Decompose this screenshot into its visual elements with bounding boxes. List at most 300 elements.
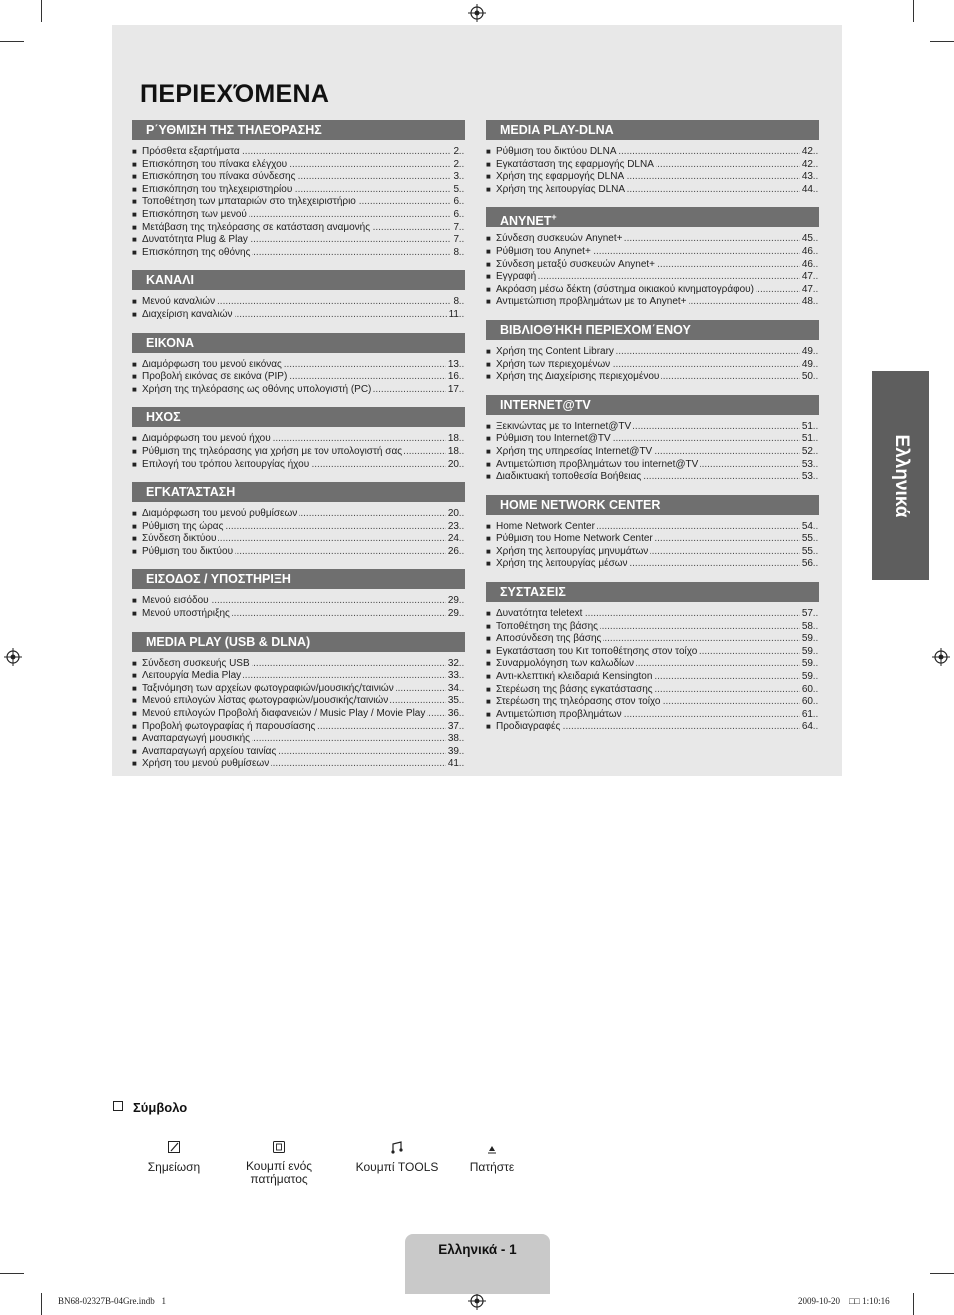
registration-mark-icon — [468, 4, 486, 22]
registration-mark-icon — [4, 648, 22, 666]
square-bullet-icon: ■ — [486, 246, 491, 256]
toc-entry-page: 7 — [453, 234, 459, 246]
left-column — [132, 120, 465, 782]
toc-entry-title: Ξεκινώντας με το Internet@TV — [496, 420, 632, 432]
toc-entry-page: 42 — [801, 146, 813, 157]
square-bullet-icon: ■ — [486, 621, 491, 631]
toc-entry — [132, 733, 465, 746]
toc-entry-title: Μενού καναλιών — [142, 296, 216, 308]
toc-entry-page: 18 — [447, 445, 459, 457]
toc-entry — [132, 247, 465, 260]
toc-entry — [132, 384, 465, 397]
square-bullet-icon: ■ — [486, 184, 491, 194]
square-bullet-icon: ■ — [132, 247, 137, 257]
side-tab-label: Ελληνικά — [890, 434, 912, 517]
square-bullet-icon: ■ — [132, 147, 137, 156]
square-bullet-icon: ■ — [132, 696, 137, 706]
square-bullet-icon: ■ — [486, 421, 491, 431]
toc-entry-title: Διαχείριση καναλιών — [142, 308, 233, 320]
section-heading-text: HOME NETWORK CENTER — [500, 497, 661, 512]
toc-entry-page: 47 — [801, 283, 813, 295]
toc-entry-page: 24 — [447, 533, 459, 545]
square-bullet-icon: ■ — [486, 234, 491, 244]
square-bullet-icon: ■ — [132, 521, 137, 531]
section-heading — [132, 482, 465, 502]
square-bullet-icon: ■ — [486, 634, 491, 644]
square-bullet-icon: ■ — [132, 596, 137, 606]
toc-entry — [132, 521, 465, 534]
toc-entry-page: 23 — [447, 520, 459, 532]
toc-entry-page: 20 — [447, 458, 459, 470]
toc-entry-page: 45 — [801, 233, 813, 245]
toc-section — [486, 582, 819, 734]
toc-section — [132, 270, 465, 321]
toc-entry-page: 26 — [447, 545, 459, 557]
section-heading-text: ΚΑΝΑΛΙ — [146, 273, 194, 288]
toc-entry-title: Επισκόπηση του πίνακα σύνδεσης — [142, 171, 296, 183]
square-bullet-icon: ■ — [132, 446, 137, 456]
square-bullet-icon: ■ — [132, 359, 137, 369]
section-heading — [486, 582, 819, 602]
dot-leader — [496, 271, 819, 284]
one-touch-button-icon — [272, 1140, 286, 1154]
toc-entry — [132, 209, 465, 222]
toc-entry — [486, 608, 819, 621]
toc-entry-title: Ρύθμιση του δικτύου DLNA — [496, 146, 617, 157]
toc-entry — [132, 658, 465, 671]
toc-entry-title: Σύνδεση συσκευής USB — [142, 657, 250, 669]
toc-entry — [132, 721, 465, 734]
toc-entry-page: 56 — [801, 558, 813, 570]
section-heading — [132, 569, 465, 589]
square-bullet-icon: ■ — [132, 209, 137, 219]
toc-entry — [486, 558, 819, 571]
toc-entry-page: 53 — [801, 471, 813, 483]
square-bullet-icon: ■ — [486, 534, 491, 544]
toc-entry-title: Δυνατότητα Plug & Play — [142, 234, 248, 246]
toc-entry-title: Αντιμετώπιση προβλημάτων — [496, 708, 622, 720]
square-bullet-icon: ■ — [132, 172, 137, 182]
toc-entry — [486, 633, 819, 646]
toc-entry — [486, 658, 819, 671]
toc-entry-title: Επισκόπηση του τηλεχειριστηρίου — [142, 183, 293, 195]
square-bullet-icon: ■ — [132, 746, 137, 756]
square-bullet-icon: ■ — [486, 446, 491, 456]
toc-section — [132, 482, 465, 558]
toc-entry — [486, 709, 819, 722]
toc-entry-page: 29 — [447, 608, 459, 620]
toc-entry — [486, 684, 819, 697]
square-bullet-icon: ■ — [132, 434, 137, 444]
toc-entry-title: Μενού εισόδου — [142, 595, 209, 607]
toc-entry — [486, 359, 819, 372]
toc-entry — [132, 459, 465, 472]
square-bullet-icon: ■ — [486, 672, 491, 682]
page-title: ΠΕΡΙΕΧΌΜΕΝΑ — [140, 80, 330, 108]
toc-entry-title: Προβολή φωτογραφίας ή παρουσίασης — [142, 720, 316, 732]
toc-entry-title: Χρήση της υπηρεσίας Internet@TV — [496, 445, 653, 457]
toc-entry — [486, 259, 819, 272]
toc-entry — [486, 646, 819, 659]
square-bullet-icon: ■ — [486, 284, 491, 294]
toc-entry-title: Εγγραφή — [496, 271, 537, 283]
toc-entry — [132, 746, 465, 759]
square-bullet-icon: ■ — [486, 434, 491, 444]
toc-entry-title: Home Network Center — [496, 520, 595, 532]
square-bullet-icon: ■ — [132, 372, 137, 382]
toc-entry — [486, 721, 819, 734]
toc-entry — [486, 546, 819, 559]
square-bullet-icon: ■ — [486, 697, 491, 707]
toc-entry — [486, 346, 819, 359]
crop-mark — [930, 41, 954, 42]
toc-entry — [132, 309, 465, 322]
toc-entry-page: 20 — [447, 508, 459, 520]
square-bullet-icon: ■ — [486, 722, 491, 732]
toc-entry-title: Εγκατάσταση της εφαρμογής DLNA — [496, 158, 654, 170]
toc-entry — [132, 146, 465, 159]
toc-entry-page: 42 — [801, 158, 813, 170]
toc-entry-title: Σύνδεση μεταξύ συσκευών Anynet+ — [496, 258, 656, 270]
toc-section — [132, 407, 465, 471]
section-heading-superscript: + — [551, 212, 557, 223]
toc-entry-title: Προβολή εικόνας σε εικόνα (PIP) — [142, 371, 288, 383]
toc-entry — [486, 471, 819, 484]
toc-section — [486, 395, 819, 484]
crop-mark — [41, 0, 42, 22]
toc-entry-title: Διαδικτυακή τοποθεσία Βοήθειας — [496, 471, 642, 483]
section-heading-text: ΣΥΣΤΑΣΕΙΣ — [500, 585, 566, 600]
square-bullet-icon: ■ — [486, 372, 491, 382]
toc-entry — [486, 421, 819, 434]
toc-entry-page: 50 — [801, 371, 813, 383]
toc-entry-title: Αντι-κλεπτική κλειδαριά Kensington — [496, 671, 653, 683]
toc-entry-page: 5 — [453, 183, 459, 195]
toc-entry — [132, 296, 465, 309]
toc-section — [486, 495, 819, 571]
toc-entry-page: 44 — [801, 183, 813, 195]
square-bullet-icon: ■ — [132, 509, 137, 519]
square-bullet-icon: ■ — [486, 259, 491, 269]
toc-entry-page: 53 — [801, 458, 813, 470]
toc-entry-title: Ρύθμιση του Home Network Center — [496, 533, 653, 545]
toc-section — [132, 569, 465, 620]
section-heading — [132, 270, 465, 290]
toc-entry-title: Ρύθμιση του Anynet+ — [496, 245, 591, 257]
print-timestamp — [798, 1296, 890, 1306]
section-heading-text: ΒΙΒΛΙΟΘΉΚΗ ΠΕΡΙΕΧΟΜ΄ΕΝΟΥ — [500, 322, 691, 337]
square-bullet-icon: ■ — [486, 297, 491, 307]
toc-entry — [486, 533, 819, 546]
square-bullet-icon: ■ — [132, 658, 137, 668]
section-heading — [132, 632, 465, 652]
toc-entry — [132, 546, 465, 559]
registration-mark-icon — [468, 1292, 486, 1310]
toc-entry-title: Χρήση των περιεχομένων — [496, 358, 611, 370]
toc-entry-page: 2 — [453, 158, 459, 170]
crop-mark — [0, 41, 24, 42]
toc-entry-title: Αποσύνδεση της βάσης — [496, 633, 602, 645]
toc-entry-page: 57 — [801, 608, 813, 620]
toc-entry — [132, 683, 465, 696]
square-bullet-icon: ■ — [132, 709, 137, 719]
square-bullet-icon: ■ — [486, 472, 491, 482]
print-date: 2009-10-20 — [798, 1296, 840, 1306]
toc-entry-title: Συναρμολόγηση των καλωδίων — [496, 658, 635, 670]
legend-label: Πατήστε — [469, 1160, 515, 1174]
toc-entry-title: Χρήση της λειτουργίας μέσων — [496, 558, 628, 570]
toc-entry-title: Ταξινόμηση των αρχείων φωτογραφιών/μουσικής/ταινιών — [142, 682, 394, 694]
toc-entry — [486, 184, 819, 197]
toc-entry — [486, 246, 819, 259]
square-bullet-icon: ■ — [486, 172, 491, 182]
toc-entry-page: 49 — [801, 358, 813, 370]
press-icon — [485, 1140, 499, 1154]
toc-entry — [486, 296, 819, 309]
toc-entry-page: 60 — [801, 696, 813, 708]
toc-entry — [486, 159, 819, 172]
note-icon — [167, 1140, 181, 1154]
square-bullet-icon: ■ — [486, 709, 491, 719]
toc-entry-page: 52 — [801, 445, 813, 457]
legend-symbol-note — [136, 1140, 212, 1174]
tools-button-icon — [390, 1140, 404, 1154]
toc-entry — [132, 533, 465, 546]
toc-section — [486, 207, 819, 309]
toc-entry-page: 3 — [453, 171, 459, 183]
square-bullet-icon: ■ — [486, 684, 491, 694]
toc-entry-page: 49 — [801, 345, 813, 357]
toc-entry-title: Αντιμετώπιση προβλημάτων με το Anynet+ — [496, 296, 687, 308]
toc-entry-page: 6 — [453, 196, 459, 208]
square-bullet-icon: ■ — [486, 272, 491, 282]
toc-entry — [486, 459, 819, 472]
toc-entry — [132, 159, 465, 172]
square-bullet-icon: ■ — [486, 521, 491, 531]
section-heading-text: ΕΙΚΟΝΑ — [146, 335, 195, 350]
toc-entry — [132, 234, 465, 247]
toc-entry — [132, 708, 465, 721]
toc-entry-page: 34 — [447, 682, 459, 694]
toc-entry — [132, 184, 465, 197]
square-bullet-icon: ■ — [132, 734, 137, 744]
section-heading-text: MEDIA PLAY (USB & DLNA) — [146, 634, 311, 649]
toc-entry-title: Ρύθμιση της ώρας — [142, 520, 224, 532]
registration-mark-icon — [932, 648, 950, 666]
toc-entry-title: Διαμόρφωση του μενού ήχου — [142, 433, 271, 445]
toc-entry — [132, 371, 465, 384]
square-bullet-icon: ■ — [132, 759, 137, 769]
toc-entry-title: Χρήση της Content Library — [496, 345, 614, 357]
toc-section — [132, 632, 465, 771]
toc-entry — [486, 671, 819, 684]
toc-entry — [132, 695, 465, 708]
square-bullet-icon: ■ — [132, 609, 137, 619]
toc-entry — [132, 359, 465, 372]
toc-entry-page: 48 — [801, 296, 813, 308]
toc-entry-title: Ρύθμιση του δικτύου — [142, 545, 234, 557]
crop-mark — [930, 1273, 954, 1274]
toc-entry-title: Ακρόαση μέσω δέκτη (σύστημα οικιακού κινηματογράφου) — [496, 283, 754, 295]
toc-entry-page: 11 — [448, 308, 459, 320]
square-bullet-icon: ■ — [486, 646, 491, 656]
toc-entry-title: Ρύθμιση της τηλεόρασης για χρήση με τον υπολογιστή σας — [142, 445, 403, 457]
square-bullet-icon: ■ — [132, 721, 137, 731]
toc-entry-title: Λειτουργία Media Play — [142, 670, 242, 682]
toc-entry-page: 59 — [801, 671, 813, 683]
section-heading-text: MEDIA PLAY-DLNA — [500, 123, 614, 137]
toc-entry-page: 7 — [453, 221, 459, 233]
toc-entry-page: 35 — [447, 695, 459, 707]
toc-entry-page: 61 — [801, 708, 813, 720]
toc-section — [486, 320, 819, 384]
toc-entry — [486, 271, 819, 284]
toc-entry-title: Σύνδεση συσκευών Anynet+ — [496, 233, 623, 245]
toc-entry-page: 2 — [453, 146, 459, 157]
square-bullet-icon: ■ — [132, 297, 137, 307]
toc-entry-page: 17 — [447, 383, 459, 395]
toc-entry-title: Επισκόπηση των μενού — [142, 208, 247, 220]
legend-title-text: Σύμβολο — [133, 1100, 188, 1115]
toc-entry-page: 55 — [801, 545, 813, 557]
print-time: □□ 1:10:16 — [849, 1296, 890, 1306]
toc-entry — [132, 222, 465, 235]
section-heading-text: ΕΓΚΑΤΆΣΤΑΣΗ — [146, 485, 236, 500]
toc-entry-title: Εγκατάσταση του Κιτ τοποθέτησης στον τοίχο — [496, 645, 698, 657]
toc-entry-page: 51 — [801, 420, 813, 432]
toc-entry-page: 36 — [447, 708, 459, 720]
square-bullet-icon: ■ — [132, 546, 137, 556]
toc-entry-title: Αναπαραγωγή μουσικής — [142, 733, 250, 745]
toc-entry-title: Χρήση του μενού ρυθμίσεων — [142, 758, 270, 770]
toc-entry-page: 6 — [453, 208, 459, 220]
toc-entry — [132, 758, 465, 771]
toc-entry-page: 47 — [801, 271, 813, 283]
legend-symbol-press — [460, 1140, 524, 1174]
legend-title — [113, 1100, 187, 1115]
toc-entry-title: Επισκόπηση της οθόνης — [142, 246, 251, 258]
toc-entry-page: 59 — [801, 658, 813, 670]
toc-entry — [486, 621, 819, 634]
page-number-tab — [405, 1234, 550, 1294]
toc-entry-title: Χρήση της λειτουργίας DLNA — [496, 183, 626, 195]
toc-entry-title: Πρόσθετα εξαρτήματα — [142, 146, 240, 157]
toc-entry-title: Επιλογή του τρόπου λειτουργίας ήχου — [142, 458, 310, 470]
section-heading — [486, 207, 819, 227]
toc-entry-title: Χρήση της τηλεόρασης ως οθόνης υπολογιστή (PC) — [142, 383, 372, 395]
section-heading — [132, 120, 465, 140]
square-bullet-icon: ■ — [486, 609, 491, 619]
toc-entry-page: 37 — [447, 720, 459, 732]
section-heading — [486, 395, 819, 415]
toc-entry — [486, 284, 819, 297]
toc-entry-title: Χρήση της εφαρμογής DLNA — [496, 171, 625, 183]
legend-symbol-one-touch — [234, 1140, 324, 1186]
square-bullet-icon: ■ — [132, 671, 137, 681]
toc-entry-page: 46 — [801, 245, 813, 257]
toc-entry — [132, 595, 465, 608]
right-column — [486, 120, 819, 745]
toc-entry-title: Προδιαγραφές — [496, 721, 561, 733]
legend-label: Κουμπί ενός πατήματος — [245, 1159, 313, 1186]
toc-entry-page: 38 — [447, 733, 459, 745]
toc-entry — [486, 446, 819, 459]
toc-entry — [132, 196, 465, 209]
toc-entry-title: Επισκόπηση του πίνακα ελέγχου — [142, 158, 288, 170]
toc-entry-title: Δυνατότητα teletext — [496, 608, 583, 620]
toc-entry-page: 33 — [447, 670, 459, 682]
toc-entry-page: 29 — [447, 595, 459, 607]
toc-entry — [486, 696, 819, 709]
section-heading-text: INTERNET@TV — [500, 397, 591, 412]
toc-entry — [486, 433, 819, 446]
toc-entry — [132, 171, 465, 184]
toc-entry — [132, 433, 465, 446]
toc-entry — [132, 446, 465, 459]
section-heading-text: Ρ΄ΥΘΜΙΣΗ ΤΗΣ ΤΗΛΕΌΡΑΣΗΣ — [146, 123, 322, 137]
toc-entry-title: Μενού επιλογών Προβολή διαφανειών / Music Play / Movie Play — [142, 708, 426, 720]
toc-entry-page: 58 — [801, 620, 813, 632]
toc-section — [486, 120, 819, 196]
legend-symbol-tools — [350, 1140, 444, 1174]
section-heading — [486, 120, 819, 140]
square-bullet-icon: ■ — [132, 159, 137, 169]
toc-entry-page: 16 — [447, 371, 459, 383]
toc-section — [132, 120, 465, 259]
toc-entry-page: 59 — [801, 645, 813, 657]
toc-entry-page: 64 — [801, 721, 813, 733]
section-heading-text: ΗΧΟΣ — [146, 410, 181, 425]
toc-entry-page: 41 — [447, 758, 459, 770]
file-page: 1 — [161, 1296, 166, 1306]
toc-entry-page: 54 — [801, 520, 813, 532]
toc-entry-title: Αντιμετώπιση προβλημάτων του internet@TV — [496, 458, 699, 470]
toc-entry-title: Μενού υποστήριξης — [142, 608, 230, 620]
toc-entry-page: 46 — [801, 258, 813, 270]
crop-mark — [913, 0, 914, 22]
toc-entry-page: 60 — [801, 683, 813, 695]
square-bullet-icon: ■ — [486, 147, 491, 156]
toc-entry-page: 13 — [447, 358, 459, 370]
legend-label: Κουμπί TOOLS — [355, 1160, 439, 1174]
toc-entry-page: 18 — [447, 433, 459, 445]
toc-entry-page: 8 — [453, 246, 459, 258]
toc-entry-title: Τοποθέτηση της βάσης — [496, 620, 598, 632]
toc-entry — [132, 508, 465, 521]
section-heading-text: ΕΙΣΟΔΟΣ / ΥΠΟΣΤΗΡΙΞΗ — [146, 572, 291, 587]
toc-entry-page: 55 — [801, 533, 813, 545]
toc-entry-title: Ρύθμιση του Internet@TV — [496, 433, 611, 445]
square-bullet-icon: ■ — [132, 184, 137, 194]
toc-entry-page: 51 — [801, 433, 813, 445]
toc-entry — [486, 371, 819, 384]
page-number-label: Ελληνικά - 1 — [438, 1242, 517, 1257]
square-bullet-icon: ■ — [486, 559, 491, 569]
crop-mark — [913, 1293, 914, 1315]
toc-entry — [486, 521, 819, 534]
square-bullet-icon: ■ — [486, 359, 491, 369]
crop-mark — [41, 1293, 42, 1315]
section-heading — [132, 407, 465, 427]
square-bullet-icon: ■ — [132, 222, 137, 232]
toc-entry — [132, 670, 465, 683]
square-bullet-icon: ■ — [132, 384, 137, 394]
toc-entry-title: Χρήση της Διαχείρισης περιεχομένου — [496, 371, 660, 383]
section-heading-text: ANYNET — [500, 214, 552, 229]
toc-entry-page: 32 — [447, 657, 459, 669]
toc-entry-title: Τοποθέτηση των μπαταριών στο τηλεχειριστήριο — [142, 196, 356, 208]
toc-entry-title: Μετάβαση της τηλεόρασης σε κατάσταση αναμονής — [142, 221, 371, 233]
